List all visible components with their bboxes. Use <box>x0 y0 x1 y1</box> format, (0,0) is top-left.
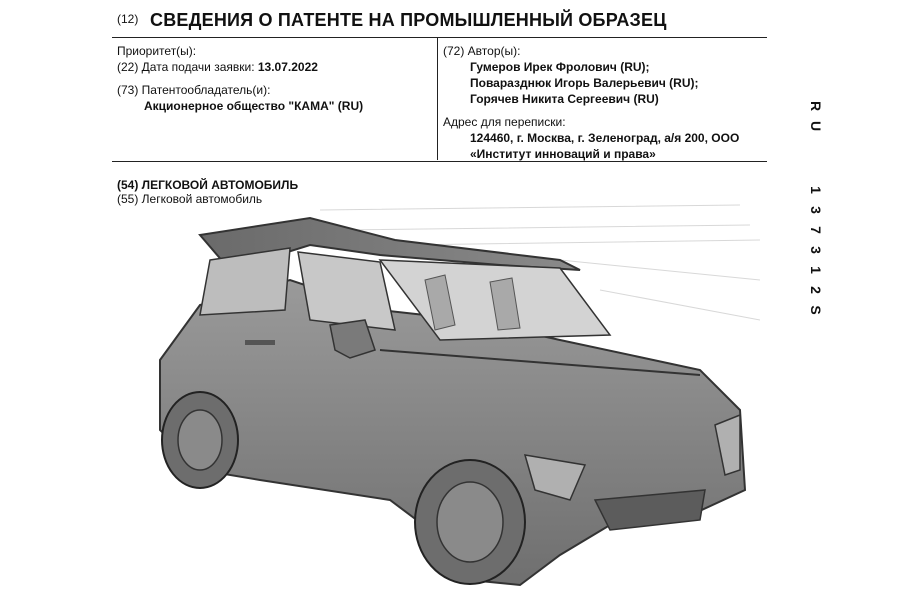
code-digit-4: 3 <box>808 246 824 254</box>
side-window-rear <box>200 248 290 315</box>
code-country-1: R <box>808 100 824 112</box>
code-digit-1: 1 <box>808 186 824 194</box>
address-line-2: «Институт инноваций и права» <box>470 147 656 161</box>
address-line-1: 124460, г. Москва, г. Зеленоград, а/я 200, ООО <box>470 131 740 145</box>
left-column <box>117 43 363 114</box>
filing-date-label: (22) Дата подачи заявки: <box>117 60 255 74</box>
code-digit-6: 2 <box>808 286 824 294</box>
section-55: (55) Легковой автомобиль <box>117 192 263 206</box>
author-2: Поваразднюк Игорь Валерьевич (RU); <box>470 76 699 90</box>
address-label: Адрес для переписки: <box>443 115 566 129</box>
rear-wheel <box>162 392 238 488</box>
author-1: Гумеров Ирек Фролович (RU); <box>470 60 650 74</box>
filing-date-value: 13.07.2022 <box>257 60 318 74</box>
document-title: СВЕДЕНИЯ О ПАТЕНТЕ НА ПРОМЫШЛЕННЫЙ ОБРАЗЕЦ <box>150 10 667 30</box>
header-number: (12) <box>117 12 139 26</box>
code-digit-3: 7 <box>808 226 824 234</box>
car-figure <box>140 200 760 600</box>
priority-label: Приоритет(ы): <box>117 44 197 58</box>
vertical-patent-code <box>806 96 826 320</box>
holder-value: Акционерное общество "КАМА" (RU) <box>144 99 364 113</box>
code-digit-2: 3 <box>808 206 824 214</box>
holder-label: (73) Патентообладатель(и): <box>117 83 271 97</box>
door-handle <box>245 340 275 345</box>
right-column <box>443 43 739 162</box>
code-kind: S <box>808 305 824 315</box>
side-window-front <box>298 252 395 330</box>
code-digit-5: 1 <box>808 266 824 274</box>
front-wheel <box>415 460 525 584</box>
author-3: Горячев Никита Сергеевич (RU) <box>470 92 659 106</box>
box-divider <box>437 37 438 160</box>
code-country-2: U <box>808 120 824 132</box>
section-54-text: (54) ЛЕГКОВОЙ АВТОМОБИЛЬ <box>117 178 299 192</box>
filing-date-row <box>117 59 363 75</box>
authors-label: (72) Автор(ы): <box>443 44 521 58</box>
